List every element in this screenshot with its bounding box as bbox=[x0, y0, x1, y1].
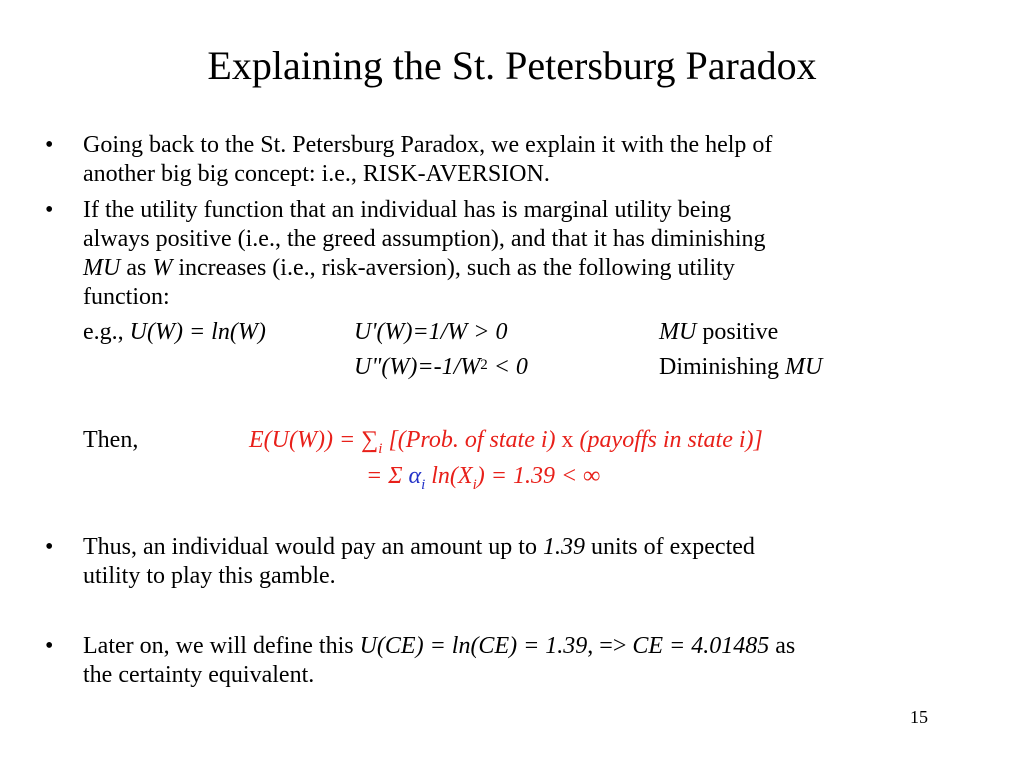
mu-positive: MU positive bbox=[659, 319, 779, 345]
bullet3-line2: utility to play this gamble. bbox=[83, 563, 336, 589]
bullet1-line1: Going back to the St. Petersburg Paradox, we explain it with the help of bbox=[83, 132, 773, 158]
bullet2-line4: function: bbox=[83, 284, 170, 310]
bullet2-line3: MU as W increases (i.e., risk-aversion), such as the following utility bbox=[83, 255, 735, 281]
bullet2-line1: If the utility function that an individual has is marginal utility being bbox=[83, 197, 732, 223]
slide-number: 15 bbox=[910, 707, 928, 727]
utility-function: U(W) = ln(W) bbox=[129, 319, 266, 345]
expected-utility-result: = Σ $\alpha_i$ $\ln(X_i) = 1.39$ < ∞ bbox=[366, 463, 601, 493]
w-italic: W bbox=[152, 255, 173, 281]
mu-italic: MU bbox=[83, 255, 121, 281]
second-derivative: $U"(W)=-1/W^2 < 0$ bbox=[354, 354, 528, 380]
example-function bbox=[83, 318, 266, 347]
eg-label: e.g., bbox=[83, 319, 130, 345]
diminishing-mu: Diminishing MU bbox=[659, 354, 823, 380]
bullet-marker: • bbox=[45, 197, 54, 223]
bullet4-line1: Later on, we will define this U(CE) = ln(CE) = 1.39, => CE = 4.01485 as bbox=[83, 633, 796, 659]
bullet-marker: • bbox=[45, 132, 54, 158]
bullet-marker: • bbox=[45, 534, 54, 560]
slide-title: Explaining the St. Petersburg Paradox bbox=[207, 43, 817, 88]
bullet1-line2: another big big concept: i.e., RISK-AVERSION. bbox=[83, 161, 550, 187]
bullet-marker: • bbox=[45, 633, 54, 659]
first-derivative: U'(W)=1/W > 0 bbox=[354, 319, 508, 345]
expected-utility-formula: $E(U(W)) = \sum_i$ [(Prob. of state i) x (payoffs in state i)] bbox=[249, 427, 763, 457]
alpha-symbol: α bbox=[408, 463, 422, 489]
bullet2-line2: always positive (i.e., the greed assumption), and that it has diminishing bbox=[83, 226, 766, 252]
then-label: Then, bbox=[83, 427, 139, 453]
bullet4-line2: the certainty equivalent. bbox=[83, 662, 315, 688]
bullet3-line1: Thus, an individual would pay an amount up to 1.39 units of expected bbox=[83, 534, 755, 560]
